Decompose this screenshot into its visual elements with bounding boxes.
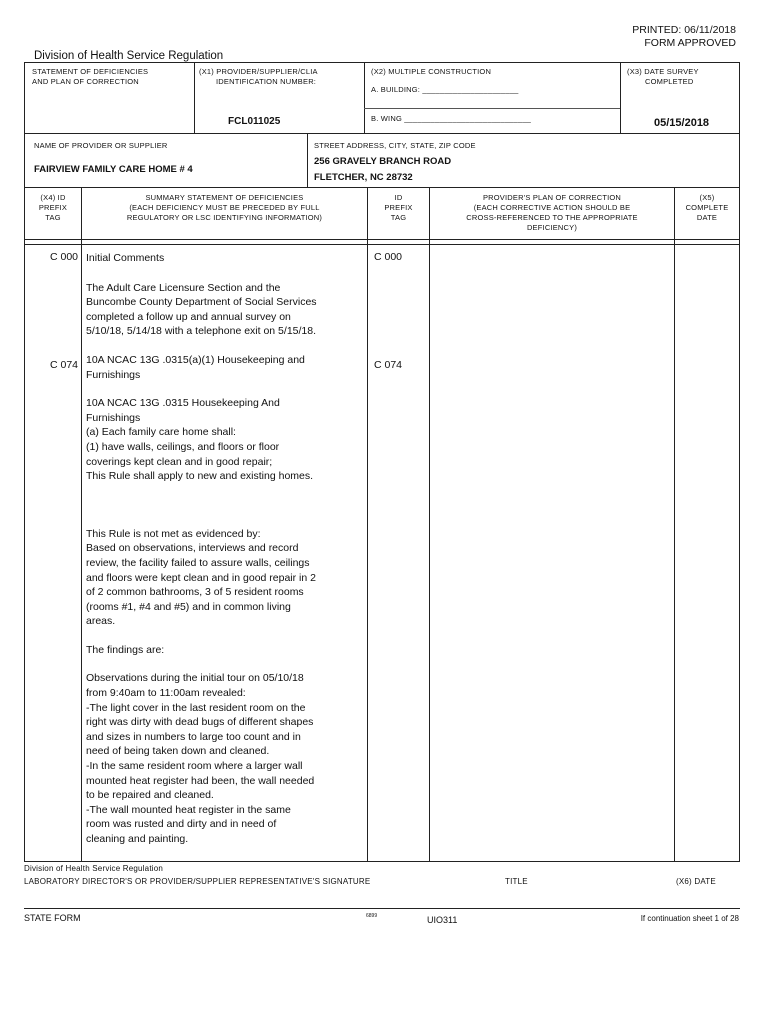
x6-date-label: (X6) DATE xyxy=(676,877,716,886)
rule xyxy=(429,187,430,861)
text-line: right was dirty with dead bugs of different shapes xyxy=(86,716,314,729)
statement-label xyxy=(32,67,148,87)
header-line: (X4) ID xyxy=(40,193,66,202)
header-line: TAG xyxy=(45,213,61,222)
text-line: (a) Each family care home shall: xyxy=(86,426,236,439)
rule xyxy=(24,861,740,862)
text-line: -In the same resident room where a larger wall xyxy=(86,760,303,773)
header-line: DATE xyxy=(696,213,718,222)
text-line: and floors were kept clean and in good repair in 2 xyxy=(86,571,316,584)
summary-header xyxy=(82,193,367,223)
text-line: mounted heat register had been, the wall needed xyxy=(86,774,315,787)
rule xyxy=(364,62,365,133)
rule xyxy=(81,187,82,861)
text-line: need of being taken down and cleaned. xyxy=(86,745,270,758)
header-line: SUMMARY STATEMENT OF DEFICIENCIES xyxy=(145,193,304,202)
rule xyxy=(194,62,195,133)
text-line: Observations during the initial tour on 05/10/18 xyxy=(86,672,304,685)
printed-date: PRINTED: 06/11/2018 xyxy=(632,24,736,36)
rule xyxy=(364,108,620,109)
x1-label xyxy=(199,67,318,87)
text-line: 5/10/18, 5/14/18 with a telephone exit on 5/15/18. xyxy=(86,325,317,338)
paragraph-rule-text xyxy=(86,396,366,484)
text-line: Based on observations, interviews and record xyxy=(86,542,299,555)
text-line: Buncombe County Department of Social Services xyxy=(86,296,317,309)
text-line: review, the facility failed to assure walls, ceilings xyxy=(86,556,310,569)
address-line-2: FLETCHER, NC 28732 xyxy=(314,172,413,183)
header-line: TAG xyxy=(390,213,407,222)
text-line: 10A NCAC 13G .0315 Housekeeping And xyxy=(86,397,280,410)
text-line: coverings kept clean and in good repair; xyxy=(86,455,273,468)
text-line: (rooms #1, #4 and #5) and in common living xyxy=(86,600,291,613)
paragraph-evidence xyxy=(86,527,366,629)
address-line-1: 256 GRAVELY BRANCH ROAD xyxy=(314,156,452,167)
wing-field: B. WING _____________________________ xyxy=(371,114,532,123)
rule xyxy=(24,187,740,188)
initial-comments-heading: Initial Comments xyxy=(86,252,165,264)
rule xyxy=(620,62,621,133)
header-line: PROVIDER'S PLAN OF CORRECTION xyxy=(482,193,622,202)
header-line: CROSS-REFERENCED TO THE APPROPRIATE xyxy=(466,213,638,222)
tag-c074: C 074 xyxy=(50,359,79,371)
text-line: and sizes in numbers to large too count and in xyxy=(86,730,301,743)
rule xyxy=(24,244,740,245)
form-code: UIO311 xyxy=(427,915,458,925)
text-line: from 9:40am to 11:00am revealed: xyxy=(86,687,246,700)
rule-heading xyxy=(86,353,366,382)
paragraph-observations xyxy=(86,671,366,846)
text-line: -The light cover in the last resident room on the xyxy=(86,701,306,714)
x3-label xyxy=(627,67,735,87)
tag-c074-right: C 074 xyxy=(374,359,403,371)
rule xyxy=(307,133,308,187)
rule xyxy=(24,239,740,240)
x4-header xyxy=(24,193,82,223)
text-line: completed a follow up and annual survey on xyxy=(86,310,291,323)
rule xyxy=(674,187,675,861)
form-approved: FORM APPROVED xyxy=(644,37,736,49)
provider-id-number: FCL011025 xyxy=(228,116,281,127)
text-line: This Rule is not met as evidenced by: xyxy=(86,527,261,540)
tag-c000: C 000 xyxy=(50,251,79,263)
address-label: STREET ADDRESS, CITY, STATE, ZIP CODE xyxy=(314,141,476,150)
text-line: This Rule shall apply to new and existing homes. xyxy=(86,470,314,483)
x3-label-line: (X3) DATE SURVEY xyxy=(627,67,699,76)
text-line: to be repaired and cleaned. xyxy=(86,789,214,802)
rule xyxy=(367,187,368,861)
rule xyxy=(24,133,740,134)
text-line: Furnishings xyxy=(86,411,141,424)
text-line: 10A NCAC 13G .0315(a)(1) Housekeeping and xyxy=(86,353,305,366)
division-title: Division of Health Service Regulation xyxy=(34,50,224,62)
text-line: (1) have walls, ceilings, and floors or floor xyxy=(86,440,280,453)
paragraph-survey-intro xyxy=(86,281,366,339)
text-line: areas. xyxy=(86,615,116,628)
header-line: PREFIX xyxy=(38,203,68,212)
header-line: REGULATORY OR LSC IDENTIFYING INFORMATION) xyxy=(126,213,323,222)
title-label: TITLE xyxy=(505,877,528,886)
findings-label: The findings are: xyxy=(86,643,165,656)
tag-c000-right: C 000 xyxy=(374,251,403,263)
print-info xyxy=(632,24,736,50)
text-line: cleaning and painting. xyxy=(86,833,189,845)
header-line: COMPLETE xyxy=(685,203,729,212)
statement-label-line: STATEMENT OF DEFICIENCIES xyxy=(32,67,149,76)
building-field: A. BUILDING: ______________________ xyxy=(371,85,519,94)
signature-label: LABORATORY DIRECTOR'S OR PROVIDER/SUPPLIER REPRESENTATIVE'S SIGNATURE xyxy=(24,877,371,886)
x5-header xyxy=(675,193,739,223)
survey-date: 05/15/2018 xyxy=(654,117,710,129)
header-line: PREFIX xyxy=(384,203,413,212)
plan-header xyxy=(430,193,674,233)
x1-label-line: IDENTIFICATION NUMBER: xyxy=(216,77,317,86)
id-header xyxy=(368,193,429,223)
provider-name: FAIRVIEW FAMILY CARE HOME # 4 xyxy=(34,164,193,175)
rule xyxy=(24,62,25,862)
header-line: ID xyxy=(394,193,403,202)
rule xyxy=(24,62,740,63)
rule xyxy=(24,908,740,909)
header-line: (EACH DEFICIENCY MUST BE PRECEDED BY FULL xyxy=(129,203,320,212)
text-line: of 2 common bathrooms, 3 of 5 resident rooms xyxy=(86,586,304,599)
footer-division: Division of Health Service Regulation xyxy=(24,864,164,873)
state-form-label: STATE FORM xyxy=(24,913,81,923)
text-line: -The wall mounted heat register in the same xyxy=(86,803,291,816)
text-line: The Adult Care Licensure Section and the xyxy=(86,281,281,294)
x3-label-line: COMPLETED xyxy=(645,77,694,86)
text-line: room was rusted and dirty and in need of xyxy=(86,818,277,831)
multiple-construction-label: (X2) MULTIPLE CONSTRUCTION xyxy=(371,67,492,76)
header-line: (X5) xyxy=(699,193,715,202)
header-line: (EACH CORRECTIVE ACTION SHOULD BE xyxy=(473,203,631,212)
header-line: DEFICIENCY) xyxy=(526,223,578,232)
text-line: Furnishings xyxy=(86,368,141,381)
x1-label-line: (X1) PROVIDER/SUPPLIER/CLIA xyxy=(199,67,318,76)
continuation-sheet: If continuation sheet 1 of 28 xyxy=(640,914,739,923)
form-number: 6899 xyxy=(366,913,378,919)
statement-label-line: AND PLAN OF CORRECTION xyxy=(32,77,139,86)
provider-name-label: NAME OF PROVIDER OR SUPPLIER xyxy=(34,141,168,150)
deficiency-text xyxy=(86,251,366,847)
rule xyxy=(739,62,740,862)
